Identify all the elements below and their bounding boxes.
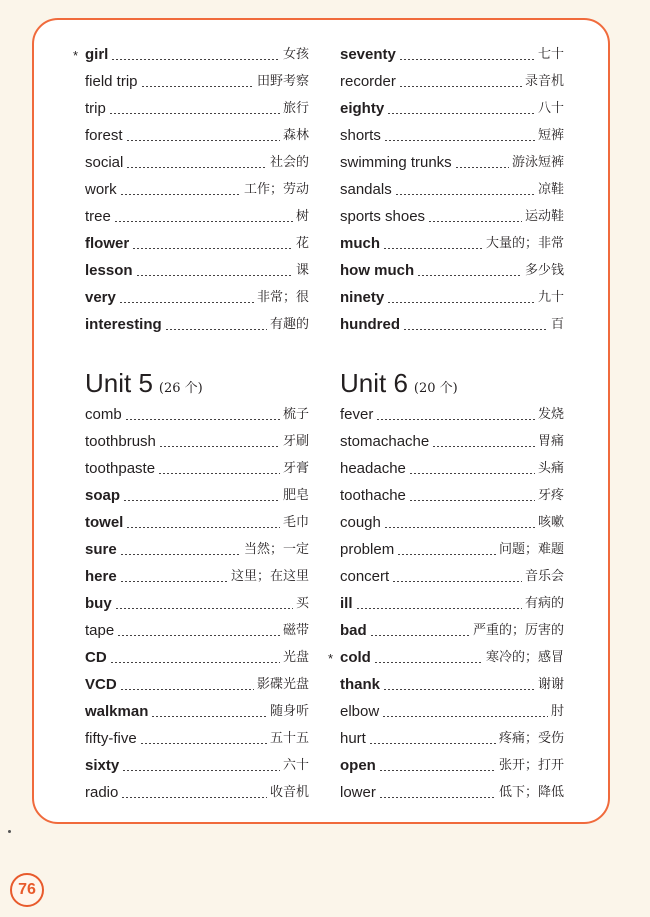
dot-leader (126, 167, 267, 168)
vocab-word (85, 567, 117, 587)
vocab-word-text: toothbrush (85, 433, 156, 450)
vocab-word (85, 459, 155, 479)
vocab-word (85, 234, 129, 254)
vocab-entry (85, 97, 309, 119)
vocab-word-text: work (85, 181, 117, 198)
vocab-word-text: problem (340, 541, 395, 558)
vocab-meaning: 梳子 (282, 407, 309, 422)
star-marker: * (328, 651, 334, 666)
dot-leader (159, 446, 280, 447)
vocab-word-text: hurt (340, 730, 366, 747)
vocab-meaning: 多少钱 (524, 263, 564, 278)
vocab-meaning: 咳嗽 (537, 515, 564, 530)
vocab-entry (340, 403, 564, 425)
vocab-meaning: 田野考察 (256, 74, 309, 89)
vocab-entry (328, 646, 564, 668)
vocab-entry (85, 403, 309, 425)
vocab-word-text: comb (85, 406, 122, 423)
page-number-badge (10, 873, 44, 907)
vocab-word (85, 153, 123, 173)
dot-leader (111, 59, 280, 60)
vocab-word-text: sixty (85, 757, 120, 774)
vocab-meaning: 问题；难题 (498, 542, 564, 557)
dot-leader (121, 797, 267, 798)
vocab-entry (85, 286, 309, 308)
vocab-word (85, 756, 119, 776)
vocab-meaning: 发烧 (537, 407, 564, 422)
vocab-word (85, 621, 114, 641)
vocab-entry (85, 700, 309, 722)
vocab-word-text: how much (340, 262, 415, 279)
vocab-meaning: 女孩 (282, 47, 309, 62)
vocab-meaning: 非常；很 (256, 290, 309, 305)
dot-leader (428, 221, 522, 222)
dot-leader (119, 302, 254, 303)
vocab-word-text: lower (340, 784, 376, 801)
vocab-meaning: 树 (295, 209, 309, 224)
dot-leader (455, 167, 509, 168)
vocab-entry (340, 673, 564, 695)
vocab-entry (85, 592, 309, 614)
dot-leader (120, 194, 241, 195)
vocab-word (340, 405, 373, 425)
vocab-word (85, 783, 118, 803)
vocab-word (85, 126, 123, 146)
vocab-word (340, 261, 414, 281)
vocab-meaning: 磁带 (282, 623, 309, 638)
vocab-word (85, 702, 148, 722)
vocab-meaning: 影碟光盘 (256, 677, 309, 692)
vocab-entry (340, 754, 564, 776)
vocab-word-text: swimming trunks (340, 154, 452, 171)
vocab-word (85, 648, 107, 668)
dot-leader (383, 248, 483, 249)
vocab-meaning: 运动鞋 (524, 209, 564, 224)
vocab-meaning: 光盘 (282, 650, 309, 665)
vocab-entry (340, 70, 564, 92)
vocab-entry (85, 205, 309, 227)
dot-leader (384, 527, 535, 528)
vocab-word-text: cough (340, 514, 381, 531)
dot-leader (136, 275, 293, 276)
vocab-meaning: 旅行 (282, 101, 309, 116)
vocab-entry (73, 43, 309, 65)
vocab-word-text: seventy (340, 46, 396, 63)
vocab-meaning: 收音机 (269, 785, 309, 800)
vocab-meaning: 音乐会 (524, 569, 564, 584)
dot-leader (399, 86, 522, 87)
vocab-entry (85, 151, 309, 173)
dot-leader (117, 635, 280, 636)
vocab-entry (340, 511, 564, 533)
vocab-entry (340, 97, 564, 119)
vocab-word-text: recorder (340, 73, 396, 90)
dot-leader (109, 113, 280, 114)
dot-leader (379, 797, 496, 798)
vocab-meaning: 游泳短裤 (511, 155, 564, 170)
vocab-word (85, 486, 120, 506)
page-number: 76 (18, 881, 36, 898)
vocab-meaning: 随身听 (269, 704, 309, 719)
unit-6-heading (340, 368, 458, 402)
vocab-word (340, 621, 367, 641)
dot-leader (114, 221, 293, 222)
vocab-word (85, 513, 123, 533)
vocab-word (340, 315, 400, 335)
vocab-meaning: 录音机 (524, 74, 564, 89)
vocab-entry (85, 781, 309, 803)
vocab-entry (340, 727, 564, 749)
vocab-entry (340, 313, 564, 335)
vocab-word-text: flower (85, 235, 130, 252)
vocab-entry (340, 565, 564, 587)
vocab-meaning: 社会的 (269, 155, 309, 170)
vocab-word (340, 99, 384, 119)
vocab-word (340, 513, 381, 533)
vocab-word-text: thank (340, 676, 381, 693)
vocab-entry (340, 43, 564, 65)
vocab-word-text: sports shoes (340, 208, 426, 225)
dot-leader (397, 554, 496, 555)
vocab-entry (85, 430, 309, 452)
vocab-entry (85, 124, 309, 146)
dot-leader (125, 419, 280, 420)
vocab-entry (340, 286, 564, 308)
vocab-entry (85, 232, 309, 254)
vocab-meaning: 张开；打开 (498, 758, 564, 773)
dot-leader (120, 581, 228, 582)
dot-leader (383, 689, 535, 690)
vocab-word-text: trip (85, 100, 106, 117)
vocab-word-text: concert (340, 568, 390, 585)
dot-leader (122, 770, 280, 771)
vocab-word-text: CD (85, 649, 107, 666)
vocab-word (340, 288, 384, 308)
vocab-word (340, 126, 381, 146)
vocab-entry (85, 727, 309, 749)
vocab-word (340, 72, 396, 92)
vocab-word (340, 756, 376, 776)
vocab-word-text: shorts (340, 127, 381, 144)
vocab-word (85, 99, 106, 119)
vocab-word (340, 567, 389, 587)
vocab-word-text: much (340, 235, 381, 252)
vocab-entry (85, 619, 309, 641)
vocab-word-text: headache (340, 460, 406, 477)
vocab-meaning: 六十 (282, 758, 309, 773)
vocab-word-text: fever (340, 406, 374, 423)
vocab-word-text: stomachache (340, 433, 430, 450)
vocab-entry (340, 232, 564, 254)
vocab-word-text: very (85, 289, 116, 306)
vocab-word (328, 648, 371, 668)
vocab-word (340, 729, 366, 749)
dot-leader (158, 473, 280, 474)
vocab-meaning: 这里；在这里 (230, 569, 309, 584)
dot-leader (120, 689, 254, 690)
vocab-meaning: 肥皂 (282, 488, 309, 503)
vocab-entry (340, 484, 564, 506)
vocab-entry (340, 592, 564, 614)
vocab-word (85, 432, 156, 452)
vocab-word-text: girl (85, 46, 109, 63)
vocab-word-text: ill (340, 595, 353, 612)
vocab-entry (340, 124, 564, 146)
vocab-word-text: toothache (340, 487, 406, 504)
dot-leader (370, 635, 470, 636)
unit-5-word-count: (26 个) (158, 381, 203, 396)
vocab-entry (85, 259, 309, 281)
unit-5-heading (85, 368, 203, 402)
vocab-meaning: 谢谢 (537, 677, 564, 692)
dot-leader (123, 500, 280, 501)
vocab-word (340, 459, 406, 479)
vocab-word (85, 180, 117, 200)
vocab-entry (85, 484, 309, 506)
dot-leader (356, 608, 522, 609)
vocab-word-text: VCD (85, 676, 117, 693)
vocab-word-text: fifty-five (85, 730, 137, 747)
vocab-meaning: 寒冷的；感冒 (485, 650, 564, 665)
vocab-meaning: 买 (295, 596, 309, 611)
vocab-meaning: 严重的；厉害的 (472, 623, 564, 638)
vocab-meaning: 疼痛；受伤 (498, 731, 564, 746)
vocab-word-text: sandals (340, 181, 392, 198)
vocab-word (340, 594, 353, 614)
vocab-word-text: lesson (85, 262, 133, 279)
dot-leader (379, 770, 496, 771)
vocab-word-text: towel (85, 514, 124, 531)
vocab-entry (85, 646, 309, 668)
dot-leader (384, 140, 535, 141)
vocab-meaning: 八十 (537, 101, 564, 116)
vocab-entry (340, 700, 564, 722)
dot-leader (403, 329, 548, 330)
unit-5-title: Unit 5 (85, 368, 153, 398)
vocab-meaning: 低下；降低 (498, 785, 564, 800)
vocab-meaning: 七十 (537, 47, 564, 62)
vocab-entry (340, 781, 564, 803)
vocab-entry (85, 673, 309, 695)
vocab-word (85, 675, 117, 695)
vocab-entry (340, 259, 564, 281)
vocab-meaning: 森林 (282, 128, 309, 143)
vocab-meaning: 工作；劳动 (243, 182, 309, 197)
vocab-word-text: elbow (340, 703, 380, 720)
vocab-word (85, 540, 117, 560)
vocab-word-text: open (340, 757, 376, 774)
vocab-word (85, 261, 133, 281)
vocab-word-text: walkman (85, 703, 149, 720)
vocab-word (85, 72, 138, 92)
unit-6-word-count: (20 个) (413, 381, 458, 396)
vocab-word-text: social (85, 154, 124, 171)
dot-leader (141, 86, 254, 87)
vocab-word-text: hundred (340, 316, 400, 333)
dot-leader (387, 113, 535, 114)
vocab-word (85, 405, 122, 425)
vocab-entry (85, 565, 309, 587)
vocab-word-text: tape (85, 622, 115, 639)
vocab-word-text: radio (85, 784, 119, 801)
vocab-meaning: 毛巾 (282, 515, 309, 530)
dot-leader (387, 302, 535, 303)
vocab-meaning: 牙刷 (282, 434, 309, 449)
dot-leader (376, 419, 535, 420)
vocab-meaning: 五十五 (269, 731, 309, 746)
vocab-meaning: 有病的 (524, 596, 564, 611)
vocab-word-text: tree (85, 208, 111, 225)
vocab-word (340, 783, 376, 803)
dot-leader (151, 716, 267, 717)
unit-6-title: Unit 6 (340, 368, 408, 398)
vocab-word-text: ninety (340, 289, 385, 306)
vocab-entry (340, 619, 564, 641)
dot-leader (417, 275, 522, 276)
star-marker: * (73, 48, 79, 63)
vocab-word (340, 675, 380, 695)
vocab-entry (85, 457, 309, 479)
dot-leader (392, 581, 522, 582)
vocab-meaning: 课 (295, 263, 309, 278)
vocab-word-text: soap (85, 487, 121, 504)
vocab-word-text: field trip (85, 73, 138, 90)
dot-leader (115, 608, 293, 609)
vocab-word (85, 594, 112, 614)
vocab-word-text: bad (340, 622, 367, 639)
vocab-meaning: 头痛 (537, 461, 564, 476)
vocab-word (340, 234, 380, 254)
dot-leader (409, 473, 535, 474)
vocab-word-text: eighty (340, 100, 385, 117)
vocab-word-text: sure (85, 541, 117, 558)
vocab-meaning: 肘 (550, 704, 564, 719)
dot-leader (432, 446, 535, 447)
vocab-word-text: cold (340, 649, 371, 666)
vocab-word-text: interesting (85, 316, 162, 333)
vocab-meaning: 胃痛 (537, 434, 564, 449)
dot-leader (132, 248, 293, 249)
vocab-entry (340, 457, 564, 479)
vocab-entry (85, 178, 309, 200)
vocab-word-text: buy (85, 595, 112, 612)
dot-leader (399, 59, 535, 60)
vocab-meaning: 花 (295, 236, 309, 251)
vocab-word (340, 702, 379, 722)
vocab-meaning: 大量的；非常 (485, 236, 564, 251)
vocab-meaning: 百 (550, 317, 564, 332)
vocab-meaning: 凉鞋 (537, 182, 564, 197)
vocab-word (340, 207, 425, 227)
vocab-word (340, 45, 396, 65)
dot-leader (140, 743, 267, 744)
vocab-word (340, 540, 394, 560)
dot-leader (165, 329, 267, 330)
vocab-meaning: 九十 (537, 290, 564, 305)
vocab-word (85, 288, 116, 308)
vocab-word (85, 729, 137, 749)
vocab-entry (340, 430, 564, 452)
dot-leader (110, 662, 280, 663)
vocab-word-text: here (85, 568, 117, 585)
dot-leader (369, 743, 496, 744)
vocab-meaning: 短裤 (537, 128, 564, 143)
margin-dot (8, 830, 11, 833)
dot-leader (374, 662, 483, 663)
vocab-word (73, 45, 109, 65)
vocab-word (85, 315, 162, 335)
dot-leader (395, 194, 535, 195)
vocab-word-text: toothpaste (85, 460, 156, 477)
vocab-entry (340, 151, 564, 173)
vocab-entry (85, 511, 309, 533)
vocab-word-text: forest (85, 127, 123, 144)
dot-leader (409, 500, 535, 501)
dot-leader (126, 140, 280, 141)
vocab-entry (85, 313, 309, 335)
vocab-meaning: 牙膏 (282, 461, 309, 476)
dot-leader (126, 527, 280, 528)
vocab-entry (340, 178, 564, 200)
vocab-word (340, 153, 452, 173)
vocab-entry (340, 538, 564, 560)
vocab-entry (85, 70, 309, 92)
vocab-meaning: 有趣的 (269, 317, 309, 332)
dot-leader (382, 716, 548, 717)
dot-leader (120, 554, 241, 555)
vocab-meaning: 牙疼 (537, 488, 564, 503)
vocab-word (340, 432, 429, 452)
vocab-entry (340, 205, 564, 227)
vocab-word (340, 486, 406, 506)
vocab-entry (85, 538, 309, 560)
vocab-word (85, 207, 111, 227)
vocab-meaning: 当然；一定 (243, 542, 309, 557)
vocab-entry (85, 754, 309, 776)
vocab-word (340, 180, 392, 200)
vocabulary-panel (32, 18, 610, 824)
